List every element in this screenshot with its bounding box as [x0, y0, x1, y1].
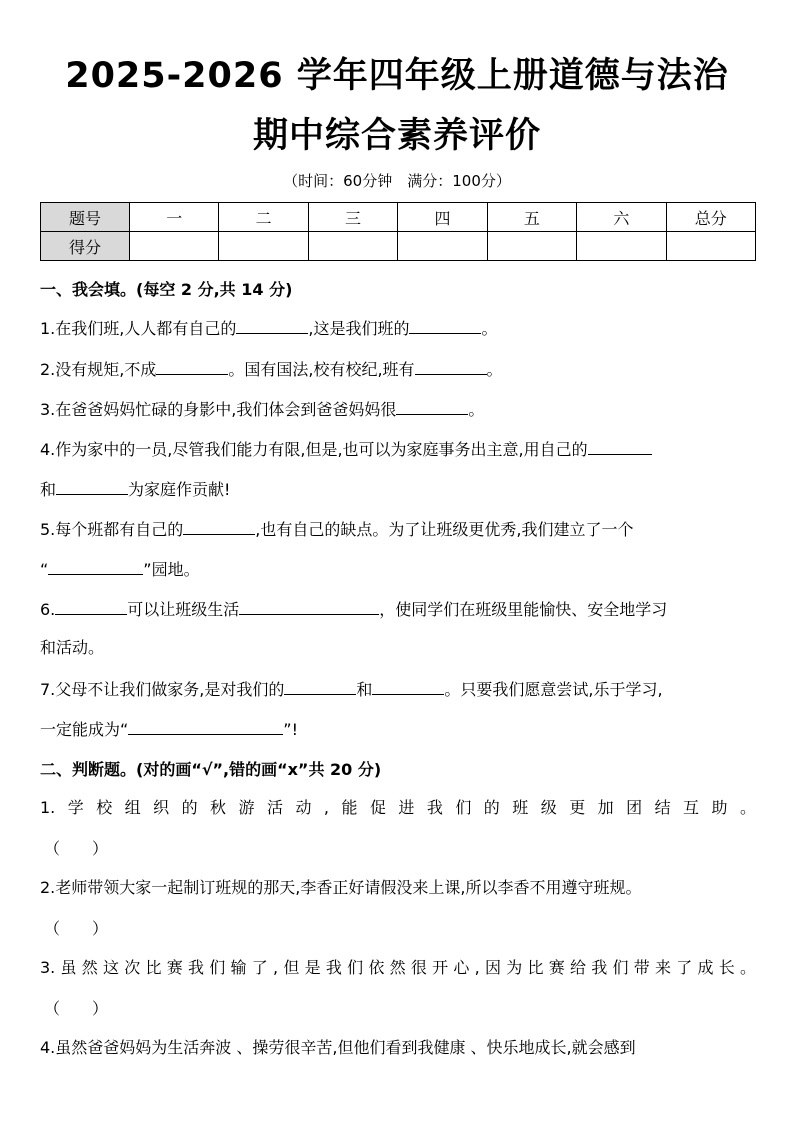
question-text: 1.在我们班,人人都有自己的 — [40, 319, 237, 338]
answer-blank[interactable] — [55, 596, 127, 615]
score-table-col-5: 五 — [487, 203, 576, 232]
answer-blank[interactable] — [396, 396, 468, 415]
answer-parentheses[interactable]: （ ） — [44, 919, 109, 938]
question-text: 和 — [356, 680, 373, 699]
answer-parentheses[interactable]: （ ） — [44, 999, 109, 1018]
exam-time-score-info: （时间：60分钟 满分：100分） — [283, 172, 511, 190]
score-table-col-2: 二 — [219, 203, 308, 232]
question-text: 。 — [486, 360, 503, 379]
question-text: 3.在爸爸妈妈忙碌的身影中,我们体会到爸爸妈妈很 — [40, 400, 397, 419]
answer-parentheses[interactable]: （ ） — [44, 839, 109, 858]
exam-title-line2: 期中综合素养评价 — [252, 116, 541, 156]
score-table-col-3: 三 — [308, 203, 397, 232]
score-table-row1-label: 题号 — [41, 203, 130, 232]
question-2-4: 4.虽然爸爸妈妈为生活奔波 、操劳很辛苦,但他们看到我健康 、快乐地成长,就会感到 — [40, 1038, 636, 1057]
question-text: 。 — [481, 319, 498, 338]
question-1-2 — [40, 356, 756, 382]
question-1-3 — [40, 396, 756, 422]
question-1-4 — [40, 436, 756, 462]
question-text: 6. — [40, 600, 56, 619]
answer-blank[interactable] — [372, 676, 444, 695]
question-2-2: 2.老师带领大家一起制订班规的那天,李香正好请假没来上课,所以李香不用遵守班规。 — [40, 878, 642, 897]
question-text: 4.作为家中的一员,尽管我们能力有限,但是,也可以为家庭事务出主意,用自己的 — [40, 440, 588, 459]
question-1-7 — [40, 676, 756, 702]
question-text: 2.没有规矩,不成 — [40, 360, 157, 379]
question-1-5 — [40, 516, 756, 542]
question-text: ,这是我们班的 — [308, 319, 410, 338]
exam-title-line1: 2025-2026 学年四年级上册道德与法治 — [65, 56, 729, 96]
question-text: 和 — [40, 480, 57, 499]
question-text: ，使同学们在班级里能愉快、安全地学习 — [379, 600, 668, 619]
section2-heading: 二、判断题。(对的画“√”,错的画“x”共 20 分) — [40, 760, 382, 779]
score-cell[interactable] — [219, 232, 308, 261]
answer-blank[interactable] — [284, 676, 356, 695]
question-text: 7.父母不让我们做家务,是对我们的 — [40, 680, 285, 699]
question-text: 5.每个班都有自己的 — [40, 520, 184, 539]
score-cell[interactable] — [666, 232, 755, 261]
answer-blank[interactable] — [415, 356, 487, 375]
question-text: “ — [40, 560, 49, 579]
answer-blank[interactable] — [409, 315, 481, 334]
question-1-4-cont — [40, 476, 756, 502]
score-cell[interactable] — [577, 232, 666, 261]
score-table — [40, 202, 756, 261]
question-text: ,也有自己的缺点。为了让班级更优秀,我们建立了一个 — [255, 520, 634, 539]
score-table-header-row — [41, 203, 756, 232]
question-2-1: 1.学校组织的秋游活动,能促进我们的班级更加团结互助。 — [40, 798, 756, 817]
question-1-6-cont — [40, 636, 756, 660]
score-cell[interactable] — [130, 232, 219, 261]
score-table-row2-label: 得分 — [41, 232, 130, 261]
answer-blank[interactable] — [183, 516, 255, 535]
question-text: 。只要我们愿意尝试,乐于学习, — [444, 680, 663, 699]
question-1-1 — [40, 315, 756, 341]
question-text: 。 — [468, 400, 485, 419]
question-1-5-cont — [40, 556, 756, 582]
question-text: 可以让班级生活 — [127, 600, 240, 619]
score-table-col-6: 六 — [577, 203, 666, 232]
question-text: 为家庭作贡献! — [128, 480, 231, 499]
score-cell[interactable] — [487, 232, 576, 261]
score-cell[interactable] — [308, 232, 397, 261]
answer-blank[interactable] — [56, 476, 128, 495]
answer-blank[interactable] — [128, 716, 283, 735]
question-text: 一定能成为“ — [40, 720, 129, 739]
question-text: ”园地。 — [143, 560, 200, 579]
question-1-7-cont — [40, 716, 756, 742]
question-text: 和活动。 — [40, 638, 105, 657]
score-cell[interactable] — [398, 232, 487, 261]
answer-blank[interactable] — [588, 436, 652, 455]
answer-blank[interactable] — [156, 356, 228, 375]
score-table-score-row — [41, 232, 756, 261]
question-1-6 — [40, 596, 756, 622]
question-2-3: 3.虽然这次比赛我们输了,但是我们依然很开心,因为比赛给我们带来了成长。 — [40, 958, 756, 977]
score-table-col-total: 总分 — [666, 203, 755, 232]
answer-blank[interactable] — [236, 315, 308, 334]
answer-blank[interactable] — [239, 596, 379, 615]
score-table-col-4: 四 — [398, 203, 487, 232]
score-table-col-1: 一 — [130, 203, 219, 232]
question-text: 。国有国法,校有校纪,班有 — [228, 360, 415, 379]
question-text: ”! — [283, 720, 298, 739]
section1-heading: 一、我会填。(每空 2 分,共 14 分) — [40, 280, 293, 299]
answer-blank[interactable] — [48, 556, 143, 575]
